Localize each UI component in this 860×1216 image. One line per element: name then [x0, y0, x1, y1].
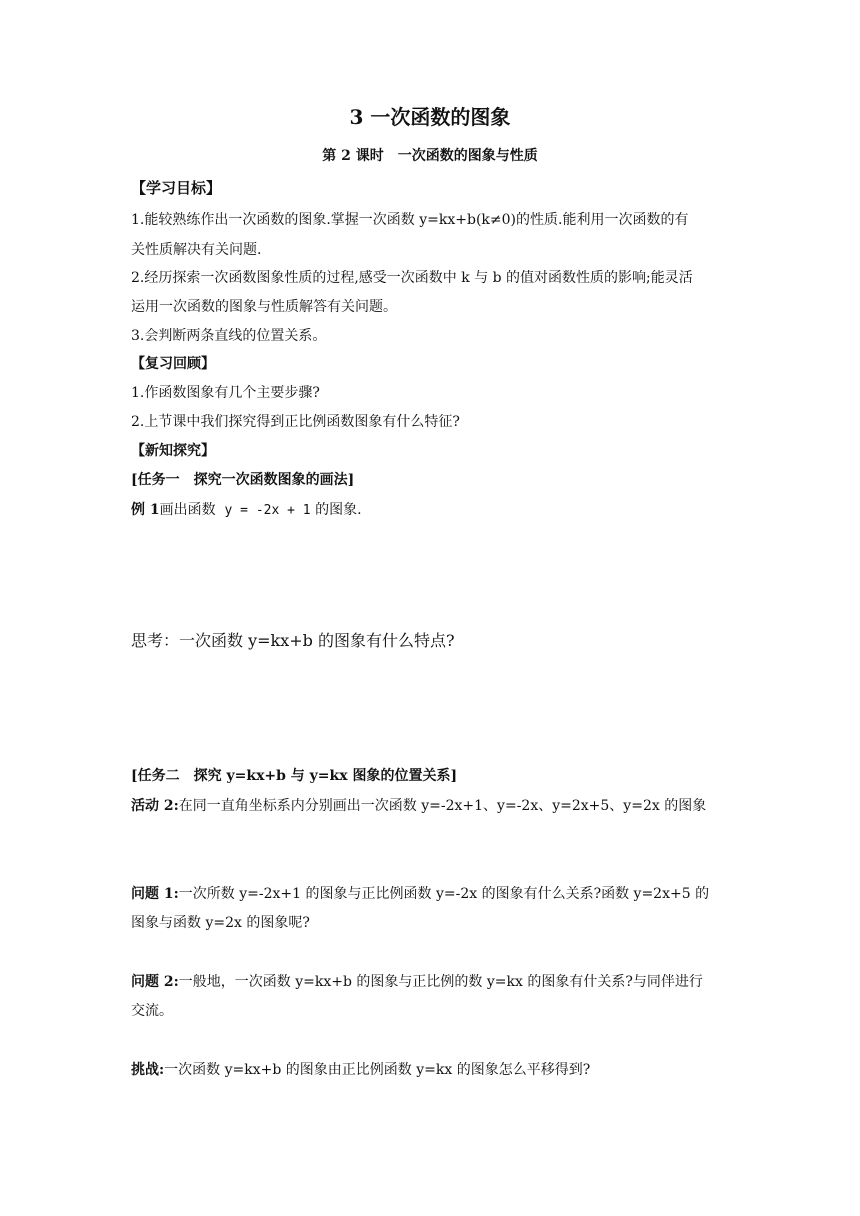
lesson-subtitle: 第 2 课时 一次函数的图象与性质: [322, 148, 538, 164]
explore-heading: 【新知探究】: [131, 443, 215, 459]
think-question: 思考：一次函数 y=kx+b 的图象有什么特点?: [131, 631, 455, 650]
example-1-formula: y = -2x + 1: [224, 503, 311, 518]
activity-2: [131, 796, 706, 816]
review-question-2: 2.上节课中我们探究得到正比例函数图象有什么特征?: [131, 414, 460, 430]
question-2-label: 问题 2:: [131, 974, 179, 990]
question-2-line-1: [131, 972, 703, 992]
task-2-heading: [任务二 探究 y=kx+b 与 y=kx 图象的位置关系]: [131, 768, 458, 784]
activity-2-text: 在同一直角坐标系内分别画出一次函数 y=-2x+1、y=-2x、y=2x+5、y=2x 的图象: [178, 798, 707, 814]
question-2-text: 一般地，一次函数 y=kx+b 的图象与正比例的数 y=kx 的图象有什关系?与同伴进行: [178, 974, 703, 990]
objective-2-line-1: 2.经历探索一次函数图象性质的过程,感受一次函数中 k 与 b 的值对函数性质的影响;能灵活: [131, 270, 693, 286]
challenge-text: 一次函数 y=kx+b 的图象由正比例函数 y=kx 的图象怎么平移得到?: [164, 1062, 591, 1078]
question-1-line-2: 图象与函数 y=2x 的图象呢?: [131, 915, 310, 931]
example-1: [131, 500, 362, 521]
objective-3: 3.会判断两条直线的位置关系。: [131, 328, 327, 344]
objective-1-line-2: 关性质解决有关问题.: [131, 242, 262, 258]
review-question-1: 1.作函数图象有几个主要步骤?: [131, 385, 320, 401]
example-1-label: 例 1: [131, 502, 160, 518]
task-1-heading: [任务一 探究一次函数图象的画法]: [131, 472, 355, 488]
activity-2-label: 活动 2:: [131, 798, 179, 814]
example-1-text: 画出函数: [159, 502, 216, 518]
review-heading: 【复习回顾】: [131, 356, 215, 372]
objective-2-line-2: 运用一次函数的图象与性质解答有关问题。: [131, 299, 397, 315]
page-title: 3 一次函数的图象: [349, 105, 511, 129]
challenge-label: 挑战:: [131, 1062, 165, 1078]
objectives-heading: 【学习目标】: [131, 179, 222, 197]
objective-1-line-1: 1.能较熟练作出一次函数的图象.掌握一次函数 y=kx+b(k≠0)的性质.能利用一次函数的有: [131, 212, 689, 228]
question-2-line-2: 交流。: [131, 1003, 173, 1019]
question-1-line-1: [131, 884, 709, 904]
example-1-tail: 的图象.: [315, 502, 362, 518]
challenge: [131, 1060, 590, 1080]
question-1-label: 问题 1:: [131, 886, 179, 902]
question-1-text: 一次所数 y=-2x+1 的图象与正比例函数 y=-2x 的图象有什么关系?函数 y=2x+5 的: [178, 886, 710, 902]
